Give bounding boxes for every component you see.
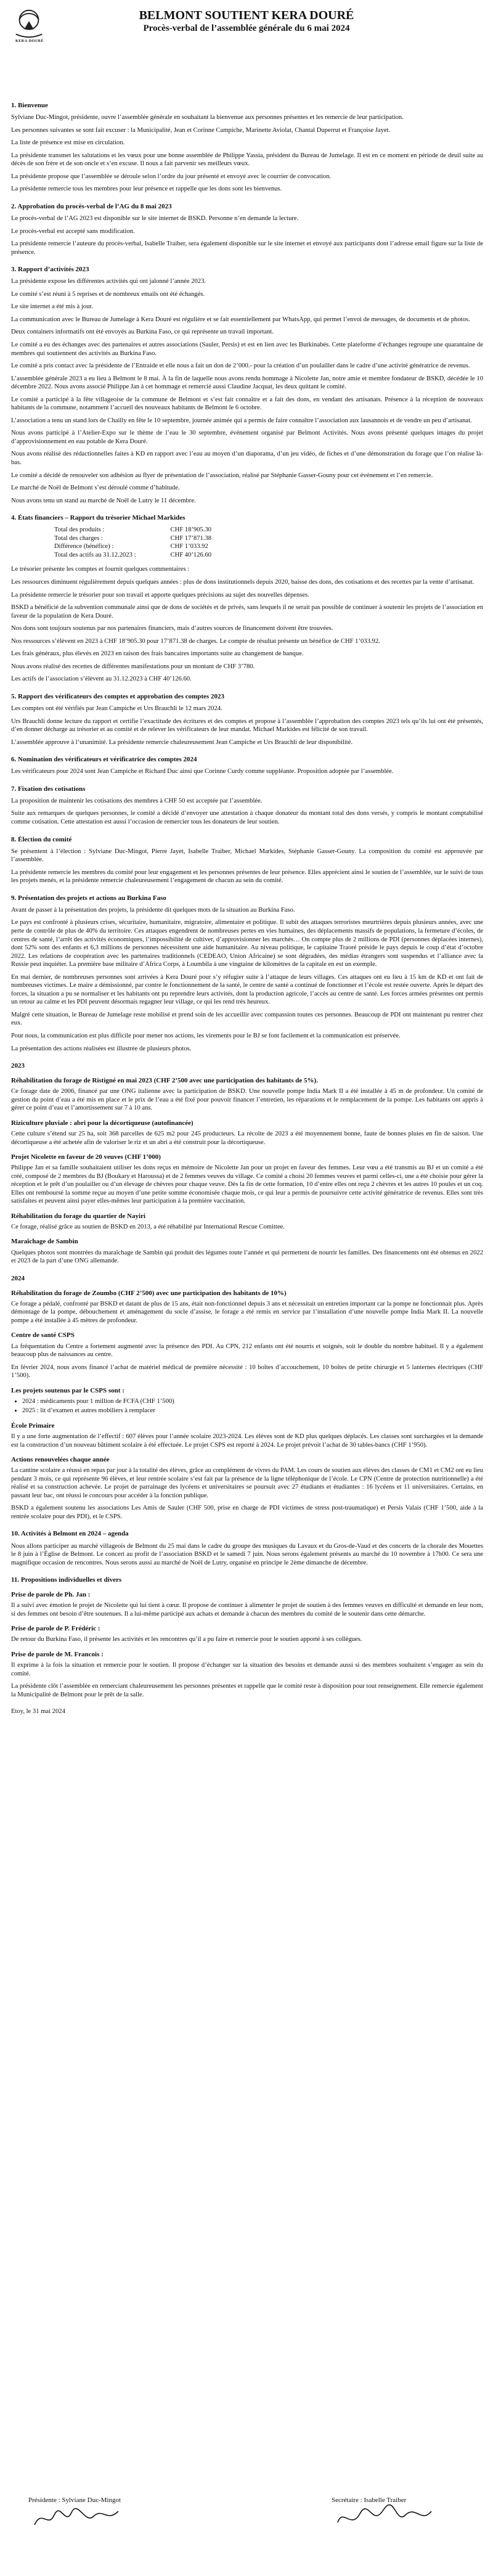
paragraph: Le comité a eu des échanges avec des partenaires et autres associations (Sauler, Persis) et est en lien avec les Burkinabés. Cette plateforme d’échanges regroupe une quarantaine de membres qui soutiennent des activités au Burkina Faso.: [11, 341, 483, 357]
paragraph: Les personnes suivantes se sont fait excuser : la Municipalité, Jean et Corinne Campiche, Marinette Aviolat, Chantal Duperrut et Françoise Jayet.: [11, 126, 391, 134]
section-heading: 4. États financiers – Rapport du trésorier Michael Markides: [11, 514, 185, 522]
paragraph: Les frais généraux, plus élevés en 2023 en raison des frais bancaires importants suite au changement de banque.: [11, 650, 304, 658]
finance-label: Différence (bénéfice) :: [54, 543, 114, 550]
paragraph: Nous allons participer au marché villageois de Belmont du 25 mai dans le cadre du groupe des musiques du Lavaux et du Gros-de-Vaud et des concerts de la chorale des Mouettes le 8 juin à l’Église de Belmont. Le concert au profit de l’association BSKD et le samedi 7 juin. Nous serons également présents au marché du 10 novembre à 17h00. Ce sera une magnifique occasion de rencontres. Nous serons aussi au marché de Noël de Lutry, organisé en principe le 2ème dimanche de décembre.: [11, 1542, 483, 1566]
list-item: • 2025 : lit d’examen et autres mobiliers à remplacer: [22, 1407, 483, 1415]
paragraph: La cantine scolaire a réussi en repas par jour à la totalité des élèves, grâce au complément de vivres du PAM. Les cours de soutien aux élèves des classes de CM1 et CM2 ont eu lieu pendant 3 mois, ce qui représente 96 élèves, et leur rentrée scolaire s’est fait par la présence de la ligne téléphonique de l’école. Le CPN (Centre de protection nutritionnelle) a été réalisé et sa construction achevée. Le projet de parrainage des lycéens et universitaires se poursuit avec 27 étudiants et étudiantes : 16 lycéens et 11 universitaires. Certains, en passant leur bac, ont réussi le concours pour accéder à la fonction publique.: [11, 1467, 483, 1499]
paragraph: BSKD a également soutenu les associations Les Amis de Sauler (CHF 500, prise en charge de PDI victimes de stress post-traumatique) et Persis Valais (CHF 1’500, aide à la rentrée scolaire pour des PDI), et le CSPS.: [11, 1505, 483, 1520]
subsection-heading: Les projets soutenus par le CSPS sont :: [11, 1386, 124, 1394]
paragraph: La présidente clôt l’assemblée en remerciant chaleureusement les personnes présentes et rappelle que le comité reste à disposition pour tout renseignement. Elle remercie également la Municipalité de Belmont pour le prêt de la salle.: [11, 1683, 483, 1698]
paragraph: Le comité a pris contact avec la présidente de l’Entraide et elle nous a fait un don de 2’000.- pour la création d’un poulailler dans le cadre d’une activité génératrice de revenus.: [11, 362, 470, 370]
paragraph: Le procès-verbal est accepté sans modification.: [11, 227, 135, 235]
subsection-heading: Prise de parole de M. Francois :: [11, 1651, 104, 1659]
finance-label: Total des produits :: [54, 526, 105, 534]
paragraph: Avant de passer à la présentation des projets, la présidente dit quelques mots de la situation au Burkina Faso.: [11, 906, 295, 914]
paragraph: L’assemblée approuve à l’unanimité. La présidente remercie chaleureusement Jean Campiche et Urs Brauchli de leur disponibilité.: [11, 738, 353, 746]
subsection-heading: Projet Nicolette en faveur de 20 veuves (CHF 1’000): [11, 1153, 161, 1161]
paragraph: Nous avons tenu un stand au marché de Noël de Lutry le 11 décembre.: [11, 497, 196, 504]
logo-text: KERA-DOURÉ: [15, 39, 44, 43]
year-heading: 2023: [11, 1062, 25, 1070]
secretary-signature: [332, 2504, 436, 2532]
financial-summary-table: [54, 526, 215, 559]
paragraph: Le comité a décidé de renouveler son adhésion au flyer de présentation de l’association, réalisé par Stéphanie Gasser-Gouny pour cet événement et l’en remercie.: [11, 472, 433, 479]
place-date: Etoy, le 31 mai 2024: [11, 1708, 65, 1715]
paragraph: Le site internet a été mis à jour.: [11, 303, 93, 311]
paragraph: Pour nous, la communication est plus difficile pour mener nos actions, les virements pour le BJ se font facilement et la communication est préservée.: [11, 1032, 401, 1039]
paragraph: Les actifs de l’association s’élèvent au 31.12.2023 à CHF 40’126.60.: [11, 676, 192, 683]
paragraph: Le comité s’est réuni à 5 reprises et de nombreux emails ont été échangés.: [11, 290, 205, 298]
paragraph: Deux containers informatifs ont été envoyés au Burkina Faso, ce qui représente un travail important.: [11, 329, 274, 336]
paragraph: Le procès-verbal de l’AG 2023 est disponible sur le site internet de BSKD. Personne n’en demande la lecture.: [11, 215, 299, 222]
secretary-signature-block: [332, 2496, 436, 2534]
paragraph: Nos dons sont toujours soutenus par nos partenaires financiers, mais d’autres sources de financement doivent être trouvées.: [11, 625, 333, 632]
finance-value: CHF 1’033.92: [170, 543, 208, 550]
paragraph: Les ressources diminuent régulièrement depuis quelques années : plus de dons institutionnels depuis 2020, baisse des dons, des cotisations et des recettes par la vente d’artisanat.: [11, 579, 475, 586]
document-title: BELMONT SOUTIENT KERA DOURÉ: [139, 9, 354, 22]
subsection-heading: Prise de parole de Ph. Jan :: [11, 1591, 91, 1599]
subsection-heading: Réhabilitation du forage de Ristigné en mai 2023 (CHF 2’500 avec une participation des habitants de 5%).: [11, 1077, 318, 1085]
subsection-heading: Réhabilitation du forage du quartier de Nayiri: [11, 1212, 145, 1220]
subsection-heading: Centre de santé CSPS: [11, 1331, 75, 1339]
paragraph: Urs Brauchli donne lecture du rapport et certifie l’exactitude des écritures et des comptes et propose à l’assemblée l’approbation des comptes 2023 tels qu’ils lui ont été présentés, d’en donner décharge au trésorier et au comité et de relever les vérificateurs de leur mandat. Michael Markides est félicité de son travail.: [11, 718, 483, 734]
president-signature-block: [28, 2496, 127, 2534]
paragraph: La présidente remercie les membres du comité pour leur engagement et les personnes présentes de leur présence. Elles apprécient ainsi le soutien de l’assemblée, sur le suivi de tous les projets menés, et la présidente remercie chaleureusement l’engagement de chacun au sein du comité.: [11, 869, 483, 885]
paragraph: La présidente expose les différentes activités qui ont jalonné l’année 2023.: [11, 278, 206, 285]
subsection-heading: Actions renouvelées chaque année: [11, 1456, 110, 1464]
finance-value: CHF 40’126.60: [170, 551, 212, 558]
paragraph: Le comité a participé à la fête villageoise de la commune de Belmont et s’est fait connaître et a fait des dons, en vendant des artisanats. Présence à la réception de nouveaux habitants de la commune, notamment l’accueil des nouveaux habitants de Belmont le 6 octobre.: [11, 396, 483, 412]
section-heading: 1. Bienvenue: [11, 102, 48, 109]
paragraph: Nos ressources s’élèvent en 2023 à CHF 18’905.30 pour 17’871.38 de charges. Le compte de résultat présente un bénéfice de CHF 1’033.92.: [11, 637, 380, 645]
subsection-heading: Prise de parole de P. Frédéric :: [11, 1625, 100, 1633]
paragraph: Il exprime à la fois la situation et remercie pour le soutien. Il propose d’échanger sur la situation des besoins et demande aussi si des membres souhaitent s’engager au sein du comité.: [11, 1662, 483, 1677]
table-row: [54, 526, 215, 534]
paragraph: Ce forage, réalisé grâce au soutien de BSKD en 2013, a été réhabilité par International Rescue Comittee.: [11, 1223, 285, 1230]
paragraph: Il y a une forte augmentation de l’effectif : 607 élèves pour l’année scolaire 2023-2024. Les élèves sont de KD plus quelques déplacés. Les classes sont surchargées et la demande est la construction d’un nouveau bâtiment scolaire à été effectuée. Le projet CSPS est reporté à 2024. Le projet prévoit l’achat de 30 tables-bancs (CHF 1’950).: [11, 1433, 483, 1449]
finance-value: CHF 18’905.30: [170, 526, 212, 534]
paragraph: La présidente remercie l’auteure du procès-verbal, Isabelle Traiber, sera également disponible sur le site internet et envoyé aux participants dont l’adresse email figure sur la liste de présence.: [11, 240, 483, 256]
paragraph: La présidente remercie le trésorier pour son travail et apporte quelques précisions au sujet des nouvelles dépenses.: [11, 591, 309, 599]
paragraph: Sylviane Duc-Mingot, présidente, ouvre l’assemblée générale en souhaitant la bienvenue aux personnes présentes et les remercie de leur participation.: [11, 114, 404, 121]
section-heading: 2. Approbation du procès-verbal de l’AG du 8 mai 2023: [11, 202, 172, 210]
subsection-heading: Réhabilitation du forage de Zoumbo (CHF 2’500) avec une participation des habitants de 10%): [11, 1289, 287, 1297]
paragraph: La présentation des actions réalisées est illustrée de plusieurs photos.: [11, 1045, 192, 1052]
paragraph: Les comptes ont été vérifiés par Jean Campiche et Urs Brauchli le 12 mars 2024.: [11, 705, 222, 712]
paragraph: L’assemblée générale 2023 a eu lieu à Belmont le 8 mai. À la fin de laquelle nous avons rendu hommage à Nicolette Jan, notre amie et membre fondateur de BSKD, décédée le 10 décembre 2022. Nous avons associé Philippe Jan à cet hommage et remercié aussi Claudine Jacquat, les deux quittant le comité.: [11, 375, 483, 391]
paragraph: BSKD a bénéficié de la subvention communale ainsi que de dons de sociétés et de privés, sans lesquels il ne serait pas possible de continuer à soutenir les projets de l’association en faveur de la population de Kera Douré.: [11, 604, 483, 619]
paragraph: Cette culture s’étend sur 25 ha, soit 368 parcelles de 625 m2 pour 245 producteurs. La récolte de 2023 a été moyennement bonne, faute de bonnes pluies en fin de saison. Une décortiqueuse a été achetée afin de valoriser le riz et un abri a été construit pour la décortiqueuse.: [11, 1130, 483, 1146]
finance-value: CHF 17’871.38: [170, 534, 212, 542]
signature-block: [11, 2496, 483, 2564]
table-row: [54, 534, 215, 543]
paragraph: La présidente transmet les salutations et les vœux pour une bonne assemblée de Philippe Yassia, président du Bureau de Jumelage. Il est en ce moment en période de deuil suite au décès de son frère et de son oncle et s’en excuse. Il nous a fait parvenir ses meilleurs vœux.: [11, 152, 483, 168]
paragraph: L’association a tenu un stand lors de Chailly en fête le 10 septembre, journée animée qui a permis de faire connaître l’association aux lausannois et de vendre un peu d’artisanat.: [11, 417, 472, 424]
president-signature: [28, 2504, 127, 2532]
section-heading: 6. Nomination des vérificateurs et vérificatrice des comptes 2024: [11, 756, 197, 764]
president-label: Présidente : Sylviane Duc-Mingot: [28, 2496, 121, 2504]
paragraph: Il a suivi avec émotion le projet de Nicolette qui lui tient à cœur. Il propose de continuer à alimenter le projet de soutien à des femmes veuves en difficulté et demande en leur nom, si des femmes ont besoin d’être soutenues. Il a lui-même participé aux achats et demande à chacun des membres du comité de le soutenir dans cette démarche.: [11, 1602, 483, 1617]
paragraph: La communication avec le Bureau de Jumelage à Kera Douré est régulière et se fait essentiellement par WhatsApp, qui permet l’envoi de messages, de documents et de photos.: [11, 316, 470, 323]
paragraph: Philippe Jan et sa famille souhaitaient utiliser les dons reçus en mémoire de Nicolette Jan pour un projet en faveur des femmes. Leur vœu a été transmis au BJ et un comité a été créé, composé de 2 membres du BJ (Boukary et Haroussa) et de 2 femmes veuves du village. Ce comité a choisi 20 femmes veuves et parmi celles-ci, une a été choisie pour gérer la réception et le prêt d’un poulailler ou d’un élevage de chèvres pour chaque veuve. Dès la fin de cette formation, 10 d’entre elles ont reçu 2 chèvres et les autres 10 poules et un coq. Elles ont remboursé la somme reçue au moyen d’une petite somme économisée chaque mois, ce qui leur a permis de poursuivre cette activité génératrice de revenus. Elles sont très satisfaites et peuvent ainsi payer elles-mêmes leur participation à la première vaccination.: [11, 1164, 483, 1205]
paragraph: Le trésorier présente les comptes et fournit quelques commentaires :: [11, 566, 190, 573]
paragraph: En mai dernier, de nombreuses personnes sont arrivées à Kera Douré pour s’y réfugier suite à l’attaque de leurs villages. Ces attaques ont eu lieu à 15 km de KD et ont fait de nombreuses victimes. Le maire a démissionné, par contre le fonctionnement de la santé, le centre de santé a continué de fonctionner et l’école est restée ouverte. Après le départ des forces, la situation a pu se normaliser et les habitants ont pu reprendre leurs activités, dont la production agricole, l’accès au centre de santé. Les forces armées présentes ont permis un retour au calme et les PDI peuvent désormais regagner leur village, ce qui les rend très heureux.: [11, 973, 483, 1006]
paragraph: La présidente propose que l’assemblée se déroule selon l’ordre du jour présenté et envoyé avec le courrier de convocation.: [11, 173, 332, 180]
subsection-heading: École Primaire: [11, 1421, 55, 1429]
paragraph: Nous avons réalisé des rédactionnelles faites à KD en rapport avec l’eau au moyen d’un diaporama, d’un jeu vidéo, de fiches et d’une démonstration du forage que l’on réalise là-bas.: [11, 451, 483, 466]
paragraph: Quelques photos sont montrées du maraîchage de Sambin qui produit des légumes toute l’année et qui permettent de nourrir les familles. Des financements ont été obtenus en 2022 et 2023 de la part d’une ONG allemande.: [11, 1249, 483, 1265]
table-row: [54, 551, 215, 560]
section-heading: 3. Rapport d’activités 2023: [11, 266, 89, 274]
section-heading: 11. Propositions individuelles et divers: [11, 1576, 122, 1584]
section-heading: 7. Fixation des cotisations: [11, 785, 86, 793]
document-body: [11, 92, 483, 1720]
paragraph: La fréquentation du Centre a fortement augmenté avec la présence des PDI. Au CPN, 212 enfants ont été nourris et soignés, soit le double du nombre habituel. Il y a également beaucoup plus de naissances au centre.: [11, 1343, 483, 1359]
document-subtitle: Procès-verbal de l’assemblée générale du 6 mai 2024: [143, 23, 350, 33]
paragraph: La présidente remercie tous les membres pour leur présence et rappelle que les dons sont les bienvenus.: [11, 186, 282, 193]
section-heading: 8. Élection du comité: [11, 835, 72, 843]
list-item: • 2024 : médicaments pour 1 million de FCFA (CHF 1’500): [22, 1397, 483, 1406]
secretary-label: Secrétaire : Isabelle Traiber: [332, 2496, 407, 2504]
paragraph: Se présentent à l’élection : Sylviane Duc-Mingot, Pierre Jayet, Isabelle Traiber, Michael Markides, Stéphanie Gasser-Gouny. La composition du comité est approuvée par l’assemblée.: [11, 848, 483, 864]
subsection-heading: Riziculture pluviale : abri pour la décortiqueuse (autofinancée): [11, 1119, 194, 1127]
year-heading: 2024: [11, 1274, 25, 1282]
paragraph: Ce forage date de 2006, financé par une ONG italienne avec la participation de BSKD. Une nouvelle pompe India Mark II a été installée à 45 m de profondeur. Un comité de gestion du point d’eau a été mis en place et le prix de l’eau a été fixé pour pouvoir financer l’entretien, les réparations et le remplacement de la pompe. Les habitants ont appris à gérer ce point d’eau et l’amortissement sur 7 à 10 ans.: [11, 1088, 483, 1112]
table-row: [54, 542, 215, 551]
section-heading: 5. Rapport des vérificateurs des comptes et approbation des comptes 2023: [11, 692, 224, 700]
paragraph: Malgré cette situation, le Bureau de Jumelage reste mobilisé et prend soin de les accueillir avec compassion toutes ces personnes. Beaucoup de PDI ont maintenant pu rentrer chez eux.: [11, 1011, 483, 1027]
paragraph: En février 2024, nous avons financé l’achat de matériel médical de première nécessité : 10 boîtes d’accouchement, 10 boîtes de petite chirurgie et 5 lanternes électriques (CHF 1’500).: [11, 1364, 483, 1380]
section-heading: 9. Présentation des projets et actions au Burkina Faso: [11, 894, 166, 902]
paragraph: La proposition de maintenir les cotisations des membres à CHF 50 est acceptée par l’assemblée.: [11, 797, 263, 804]
finance-label: Total des charges :: [54, 534, 103, 542]
paragraph: Nous avons participé à l’Atelier-Expo sur le thème de l’eau le 30 septembre, événement organisé par Belmont Activités. Nous avons présenté quelques images du projet d’approvisionnement en eau potable de Kera Douré.: [11, 430, 483, 445]
paragraph: Les vérificateurs pour 2024 sont Jean Campiche et Richard Duc ainsi que Corinne Curdy comme suppléante. Proposition adoptée par l’assemblée.: [11, 768, 394, 775]
csps-project-list: [11, 1397, 483, 1415]
finance-label: Total des actifs au 31.12.2023 :: [54, 551, 136, 558]
paragraph: La liste de présence est mise en circulation.: [11, 139, 125, 147]
section-heading: 10. Activités à Belmont en 2024 – agenda: [11, 1530, 129, 1538]
subsection-heading: Maraîchage de Sambin: [11, 1238, 78, 1246]
paragraph: Le pays est confronté à plusieurs crises, sécuritaire, humanitaire, migratoire, alimentaire et politique. Il subit des attaques terroristes meurtrières depuis plusieurs années, avec une perte de contrôle de plus de 40% du territoire. Ces attaques engendrent de nombreuses pertes en vies humaines, des déplacements massifs de populations, la fermeture d’écoles, de centres de santé, l’arrêt des activités économiques, l’impossibilité de cultiver, d’approvisionner les marchés… On compte plus de 2 millions de PDI (personnes déplacées internes), dont 52% sont des enfants et 6,3 millions de personnes nécessitent une aide humanitaire. Au niveau politique, le capitaine Traoré préside le pays depuis le coup d’état d’octobre 2022. Les relations de coopération avec les partenaires traditionnels (CEDEAO, Union Africaine) se sont dégradées, des médias étrangers sont suspendus et l’alliance avec la Russie peut inquiéter. La première base militaire d’Africa Corps, à Loumbila à une vingtaine de kilomètres de la capitale en est un exemple.: [11, 919, 483, 968]
paragraph: Ce forage a pédalé, confronté par BSKD et datant de plus de 15 ans, était non-fonctionnel depuis 3 ans et nécessitait un entretien important car la pompe ne fonctionnait plus. Après démontage de la pompe, débouchement et aménagement du socle d’assise, le forage a été remis en service par l’installation d’une nouvelle pompe India Mark II. La nouvelle pompe a été installée à 45 mètres de profondeur.: [11, 1300, 483, 1324]
paragraph: De retour du Burkina Faso, il présente les activités et les rencontres qu’il a pu faire et remercie pour le soutien apporté à ses collègues.: [11, 1636, 362, 1643]
paragraph: Nous avons réalisé des recettes de différentes manifestations pour un montant de CHF 3’780.: [11, 663, 255, 670]
paragraph: Le marché de Noël de Belmont s’est déroulé comme d’habitude.: [11, 485, 180, 492]
paragraph: Suite aux remarques de quelques personnes, le comité a décidé d’envoyer une attestation à chaque donateur du montant total des dons versés, y compris le montant comptabilisé comme cotisation. Cette attestation est aussi l’occasion de remercier tous les donateurs de leur soutien.: [11, 810, 483, 825]
